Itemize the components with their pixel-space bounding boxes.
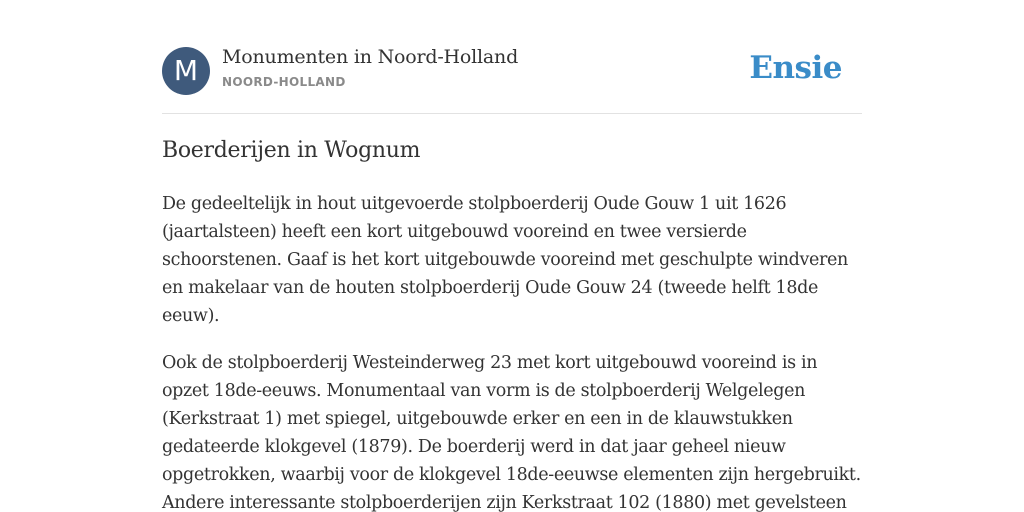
source-title[interactable]: Monumenten in Noord-Holland — [222, 46, 519, 68]
header — [162, 46, 862, 96]
paragraph-line: en makelaar van de houten stolpboerderij Oude Gouw 24 (tweede helft 18de — [162, 278, 818, 298]
paragraph-line: (Kerkstraat 1) met spiegel, uitgebouwde erker en een in de klauwstukken — [162, 409, 793, 429]
paragraph-line: (jaartalsteen) heeft een kort uitgebouwd vooreind en twee versierde — [162, 222, 747, 242]
paragraph-line: Ook de stolpboerderij Westeinderweg 23 met kort uitgebouwd vooreind is in — [162, 353, 818, 373]
source-subtitle[interactable]: NOORD-HOLLAND — [222, 75, 346, 89]
article-paragraph-2 — [162, 349, 882, 512]
divider — [162, 113, 862, 114]
paragraph-line: De gedeeltelijk in hout uitgevoerde stolpboerderij Oude Gouw 1 uit 1626 — [162, 194, 787, 214]
paragraph-line: gedateerde klokgevel (1879). De boerderij werd in dat jaar geheel nieuw — [162, 437, 786, 457]
article-paragraph-1 — [162, 190, 882, 330]
paragraph-line: opzet 18de-eeuws. Monumentaal van vorm is de stolpboerderij Welgelegen — [162, 381, 806, 401]
paragraph-line: schoorstenen. Gaaf is het kort uitgebouwde vooreind met geschulpte windveren — [162, 250, 848, 270]
paragraph-line: opgetrokken, waarbij voor de klokgevel 18de-eeuwse elementen zijn hergebruikt. — [162, 465, 861, 485]
paragraph-line: Andere interessante stolpboerderijen zijn Kerkstraat 102 (1880) met gevelsteen — [162, 493, 847, 512]
article-title: Boerderijen in Wognum — [162, 138, 421, 163]
avatar[interactable]: M — [162, 47, 210, 95]
paragraph-line: eeuw). — [162, 306, 220, 326]
ensie-logo[interactable]: Ensie — [749, 50, 842, 86]
